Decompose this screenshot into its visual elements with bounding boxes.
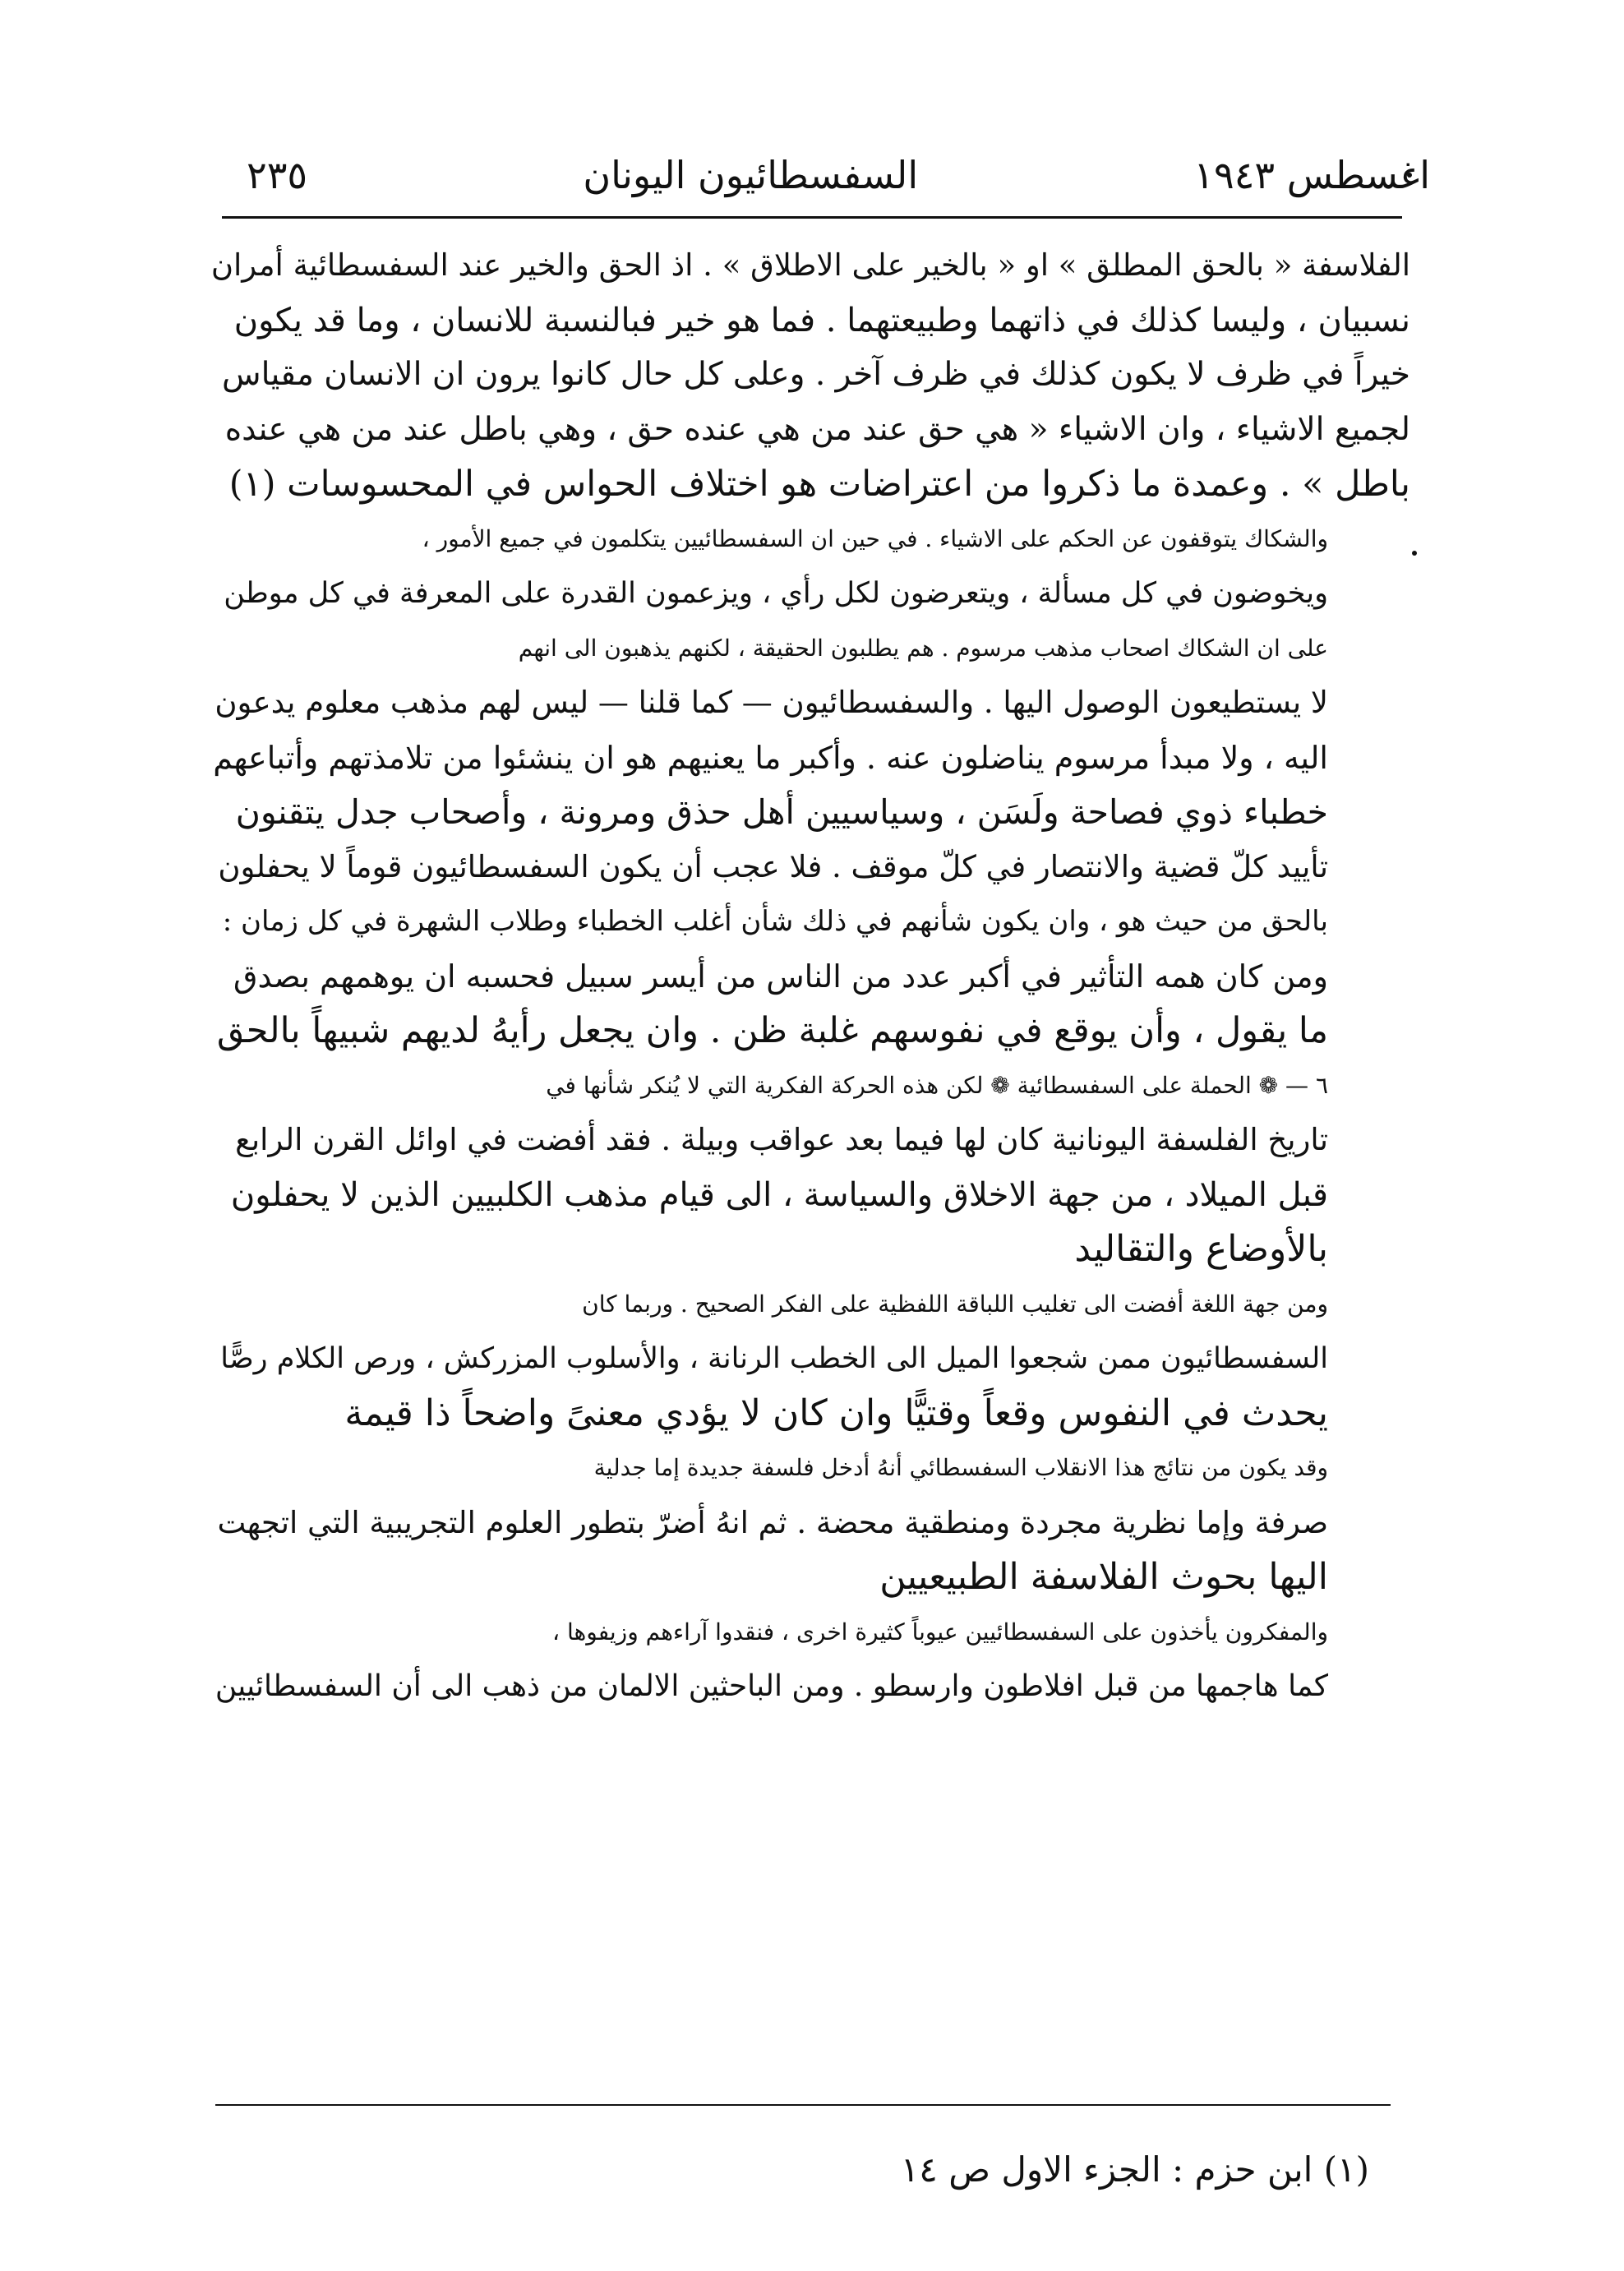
text-line: على ان الشكاك اصحاب مذهب مرسوم . هم يطلبون الحقيقة ، لكنهم يذهبون الى انهم (518, 634, 1328, 662)
header-rule (222, 216, 1402, 219)
page-header (247, 123, 1430, 197)
paragraph (210, 512, 1410, 621)
paragraph (210, 1605, 1410, 1715)
text-line: الفلاسفة « بالحق المطلق » او « بالخير على الاطلاق » . اذ الحق والخير عند السفسطائية أمران (210, 247, 1410, 283)
text-line: يحدث في النفوس وقعاً وقتيًّا وان كان لا يؤدي معنىً واضحاً ذا قيمة (344, 1392, 1328, 1434)
text-line: باطل » . وعمدة ما ذكروا من اعتراضات هو اختلاف الحواس في المحسوسات (١) (228, 464, 1410, 505)
footnote: (١) ابن حزم : الجزء الاول ص ١٤ (900, 2149, 1369, 2190)
text-line: نسبيان ، وليسا كذلك في ذاتهما وطبيعتهما . فما هو خير فبالنسبة للانسان ، وما قد يكون (233, 301, 1410, 339)
text-line: ومن كان همه التأثير في أكبر عدد من الناس من أيسر سبيل فحسبه ان يوهمهم بصدق (233, 958, 1328, 995)
margin-dot (1412, 551, 1417, 556)
text-line: لجميع الاشياء ، وان الاشياء « هي حق عند من هي عنده حق ، وهي باطل عند من هي عنده (224, 410, 1410, 448)
header-date: اغسطس ١٩٤٣ (1193, 153, 1430, 197)
header-title: السفسطائيون اليونان (583, 153, 919, 197)
text-line: وقد يكون من نتائج هذا الانقلاب السفسطائي أنهُ أدخل فلسفة جديدة إما جدلية (593, 1454, 1328, 1481)
text-line: خيراً في ظرف لا يكون كذلك في ظرف آخر . وعلى كل حال كانوا يرون ان الانسان مقياس (221, 356, 1410, 393)
text-line: ما يقول ، وأن يوقع في نفوسهم غلبة ظن . وان يجعل رأيهُ لديهم شبيهاً بالحق (216, 1010, 1328, 1051)
text-line: تاريخ الفلسفة اليونانية كان لها فيما بعد عواقب وبيلة . فقد أفضت في اوائل القرن الرابع (235, 1122, 1328, 1157)
text-line: بالحق من حيث هو ، وان يكون شأنهم في ذلك شأن أغلب الخطباء وطلاب الشهرة في كل زمان : (222, 905, 1328, 938)
paragraph (210, 1059, 1410, 1277)
text-line: ويخوضون في كل مسألة ، ويتعرضون لكل رأي ، ويزعمون القدرة على المعرفة في كل موطن (224, 577, 1328, 610)
text-line: ومن جهة اللغة أفضت الى تغليب اللباقة اللفظية على الفكر الصحيح . وربما كان (582, 1290, 1328, 1318)
text-line: اليها بحوث الفلاسفة الطبيعيين (879, 1556, 1328, 1598)
page-number: ٢٣٥ (247, 153, 308, 197)
paragraph (210, 1441, 1410, 1605)
text-line: قبل الميلاد ، من جهة الاخلاق والسياسة ، الى قيام مذهب الكلبيين الذين لا يحفلون (230, 1175, 1328, 1214)
text-line: اليه ، ولا مبدأ مرسوم يناضلون عنه . وأكبر ما يعنيهم هو ان ينشئوا من تلامذتهم وأتباعهم (213, 739, 1328, 776)
paragraph (210, 621, 1410, 1059)
text-line: والشكاك يتوقفون عن الحكم على الاشياء . في حين ان السفسطائيين يتكلمون في جميع الأمور ، (422, 524, 1328, 552)
text-line: لا يستطيعون الوصول اليها . والسفسطائيون — كما قلنا — ليس لهم مذهب معلوم يدعون (215, 685, 1328, 720)
text-line: تأييد كلّ قضية والانتصار في كلّ موقف . فلا عجب أن يكون السفسطائيون قوماً لا يحفلون (218, 848, 1328, 884)
text-line: خطباء ذوي فصاحة ولَسَن ، وسياسيين أهل حذق ومرونة ، وأصحاب جدل يتقنون (235, 792, 1328, 832)
text-line: والمفكرون يأخذون على السفسطائيين عيوباً كثيرة اخرى ، فنقدوا آراءهم وزيفوها ، (552, 1618, 1328, 1646)
body-text (210, 238, 1410, 1715)
text-line: السفسطائيون ممن شجعوا الميل الى الخطب الرنانة ، والأسلوب المزركش ، ورص الكلام رصًّا (220, 1342, 1328, 1375)
text-line: ٦ — ❁ الحملة على السفسطائية ❁ لكن هذه الحركة الفكرية التي لا يُنكر شأنها في (546, 1071, 1328, 1099)
text-line: صرفة وإما نظرية مجردة ومنطقية محضة . ثم انهُ أضرّ بتطور العلوم التجريبية التي اتجهت (217, 1504, 1328, 1540)
footnote-rule (215, 2104, 1391, 2106)
paragraph (210, 1277, 1410, 1442)
text-line: بالأوضاع والتقاليد (1074, 1228, 1328, 1270)
text-line: كما هاجمها من قبل افلاطون وارسطو . ومن الباحثين الالمان من ذهب الى أن السفسطائيين (215, 1669, 1328, 1703)
paragraph (210, 238, 1410, 512)
